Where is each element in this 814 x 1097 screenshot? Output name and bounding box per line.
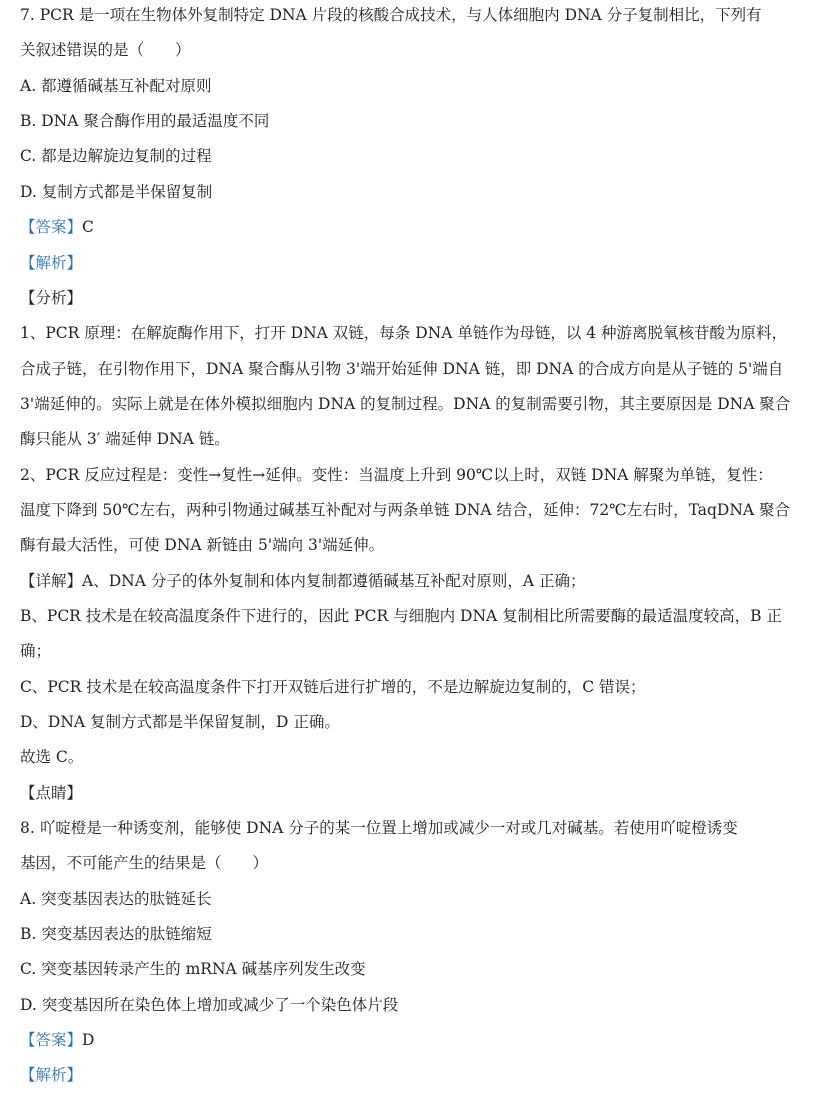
- q7-fenxi-line: 温度下降到 50℃左右，两种引物通过碱基互补配对与两条单链 DNA 结合，延伸：72℃左右时，TaqDNA 聚合: [20, 501, 791, 519]
- q8-answer-value: D: [82, 1031, 95, 1049]
- q7-answer-line: [20, 217, 800, 237]
- q7-answer-tag: 【答案】: [20, 218, 83, 236]
- q7-fenxi-line: 合成子链，在引物作用下，DNA 聚合酶从引物 3'端开始延伸 DNA 链，即 DNA 的合成方向是从子链的 5'端自: [20, 360, 784, 378]
- q7-xiangjie-tag: 【详解】: [20, 572, 83, 590]
- q8-option-a: A. 突变基因表达的肽链延长: [20, 890, 212, 908]
- q8-stem-line1: 8. 吖啶橙是一种诱变剂，能够使 DNA 分子的某一位置上增加或减少一对或几对碱基。若使用吖啶橙诱变: [20, 819, 738, 837]
- q7-option-a: A. 都遵循碱基互补配对原则: [20, 77, 212, 95]
- q7-xiangjie-line: C、PCR 技术是在较高温度条件下打开双链后进行扩增的，不是边解旋边复制的，C 错误；: [20, 678, 646, 696]
- q7-xiangjie-first-line: [20, 571, 800, 591]
- q8-stem-line2: 基因，不可能产生的结果是（ ）: [20, 854, 269, 872]
- q7-answer-value: C: [82, 218, 94, 236]
- q7-fenxi-line: 酶只能从 3′ 端延伸 DNA 链。: [20, 430, 230, 448]
- q7-fenxi-line: 酶有最大活性，可使 DNA 新链由 5'端向 3'端延伸。: [20, 536, 385, 554]
- q7-xiangjie-line: 确；: [20, 642, 52, 660]
- q7-option-d: D. 复制方式都是半保留复制: [20, 183, 213, 201]
- q7-xiangjie-line: 故选 C。: [20, 748, 84, 766]
- q7-xiangjie-first-text: A、DNA 分子的体外复制和体内复制都遵循碱基互补配对原则，A 正确；: [82, 572, 586, 590]
- q7-dianjing-tag: 【点睛】: [20, 784, 83, 802]
- q7-fenxi-line: 1、PCR 原理：在解旋酶作用下，打开 DNA 双链，每条 DNA 单链作为母链，以 4 种游离脱氧核苷酸为原料，: [20, 324, 788, 342]
- q8-answer-line: [20, 1030, 800, 1050]
- q7-option-c: C. 都是边解旋边复制的过程: [20, 147, 212, 165]
- q7-xiangjie-line: D、DNA 复制方式都是半保留复制，D 正确。: [20, 713, 340, 731]
- q8-option-b: B. 突变基因表达的肽链缩短: [20, 925, 212, 943]
- q8-answer-tag: 【答案】: [20, 1031, 83, 1049]
- q8-option-d: D. 突变基因所在染色体上增加或减少了一个染色体片段: [20, 996, 399, 1014]
- q7-option-b: B. DNA 聚合酶作用的最适温度不同: [20, 112, 270, 130]
- q7-xiangjie-line: B、PCR 技术是在较高温度条件下进行的，因此 PCR 与细胞内 DNA 复制相比所需要酶的最适温度较高，B 正: [20, 607, 782, 625]
- q7-analysis-tag: 【解析】: [20, 254, 83, 272]
- q7-fenxi-tag: 【分析】: [20, 289, 83, 307]
- q8-option-c: C. 突变基因转录产生的 mRNA 碱基序列发生改变: [20, 960, 366, 978]
- q7-fenxi-line: 3'端延伸的。实际上就是在体外模拟细胞内 DNA 的复制过程。DNA 的复制需要引物，其主要原因是 DNA 聚合: [20, 395, 791, 413]
- q7-stem-line1: 7. PCR 是一项在生物体外复制特定 DNA 片段的核酸合成技术，与人体细胞内 DNA 分子复制相比，下列有: [20, 6, 762, 24]
- q8-analysis-tag: 【解析】: [20, 1066, 83, 1084]
- q7-stem-line2: 关叙述错误的是（ ）: [20, 41, 191, 59]
- q7-fenxi-line: 2、PCR 反应过程是：变性→复性→延伸。变性：当温度上升到 90℃以上时，双链 DNA 解聚为单链，复性：: [20, 466, 773, 484]
